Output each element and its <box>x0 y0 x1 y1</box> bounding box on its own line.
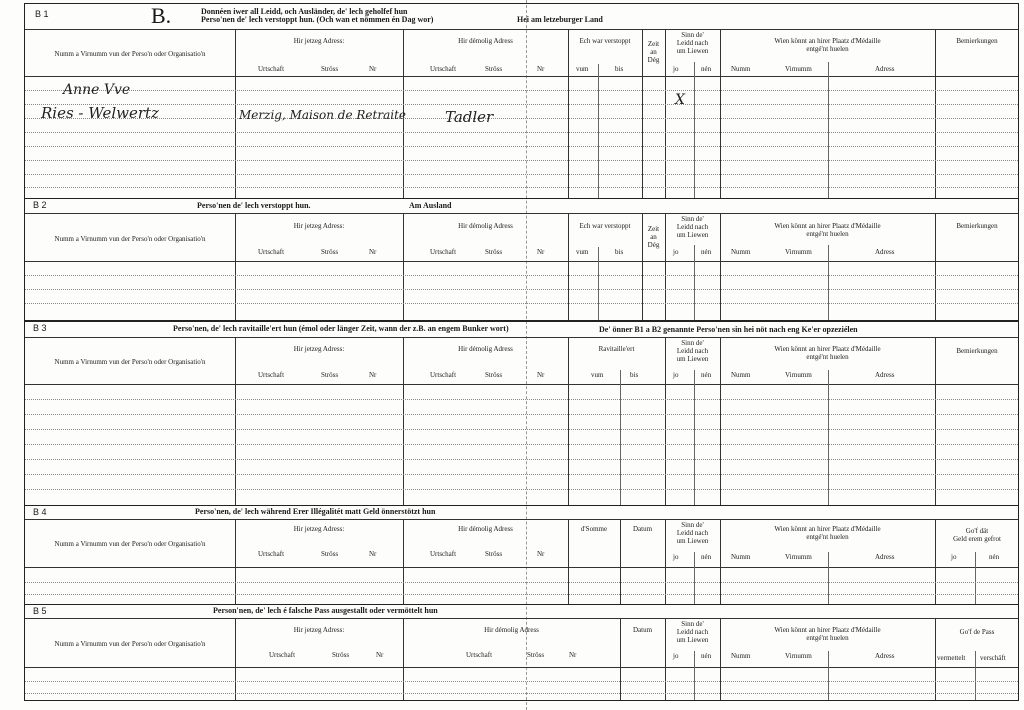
handwritten-checkmark: X <box>675 92 685 108</box>
handwritten-former-address: Tadler <box>445 108 494 126</box>
col-sum: d'Somme <box>580 525 608 533</box>
col-provisioned: Ravitaille'ert <box>598 345 635 353</box>
section-code: B 3 <box>33 323 47 333</box>
section-subtitle-note: De' önner B1 a B2 genannte Perso'nen sin hei nöt nach eng Ke'er opzeziélen <box>599 325 858 334</box>
section-code: B 2 <box>33 200 47 210</box>
col-name: Numm a Virnumm vun der Perso'n oder Organisatio'n <box>54 50 206 58</box>
section-title: Person'nen, de' lech é falsche Pass ausgestallt oder vermöttelt hun <box>213 606 438 615</box>
section-b3: B 3 Perso'nen, de' lech ravitaille'ert hun (émol oder länger Zeit, wann der z.B. an engem Bunker wort) De' önner B1 a B2 genannte Perso'nen sin hei nöt nach eng Ke'er opzeziélen Numm a Virnumm vun der Perso'n oder Organisatio'n Hir jetzeg Adress: Urtschaft Ströss Nr Hir démolig Adress Urtschaft Ströss Nr Ravitaille'ert vum bis Sinn de' Leidd nach um Liewen jo nén Wien könnt an hirer Plaatz d'Médaille entgé'nt huelen Numm Virnumm Adress Bemierkungen <box>24 321 1019 506</box>
handwritten-name-line1: Anne Vve <box>63 82 131 98</box>
section-subtitle: Perso'nen de' lech verstoppt hun. (Och wan et nömmen én Dag wor) <box>201 15 434 24</box>
handwritten-current-address: Merzig, Maison de Retraite <box>239 108 407 122</box>
col-current-address: Hir jetzeg Adress: <box>293 37 345 45</box>
section-subtitle-location: Am Ausland <box>409 201 452 210</box>
section-b1: B 1 B. Donnéen iwer all Leidd, och Ausländer, de' lech geholfef hun Perso'nen de' lech verstoppt hun. (Och wan et nömmen én Dag wor) Hei am letzeburger Land Numm a Virnumm vun der Perso'n oder Organisatio'n Hir jetzeg Adress: Urtschaft Ströss Nr Hir démolig Adress Urtschaft Ströss Nr Ech war verstoppt vum bis Zeit an Dég Sinn de' Leidd nach um Liewen jo nén Wien könnt an hirer Plaatz d'Médaille entgé'nt huelen Numm Virnumm Adress Bemierkungen Anne Vve Ries - Welwertz Merzig, Maison de Retraite Tadler X <box>24 3 1019 199</box>
section-b4: B 4 Perso'nen, de' lech während Erer Illégalitét matt Geld önnerstötzt hun Numm a Virnumm vun der Perso'n oder Organisatio'n Hir jetzeg Adress: Urtschaft Ströss Nr Hir démolig Adress Urtschaft Ströss Nr d'Somme Datum Sinn de' Leidd nach um Liewen jo nén Wien könnt an hirer Plaatz d'Médaille entgé'nt huelen Numm Virnumm Adress Go'f dät Geld erem gefrot jo nén <box>24 505 1019 605</box>
col-former-address: Hir démolig Adress <box>458 37 513 45</box>
col-date: Datum <box>632 525 653 533</box>
section-code: B 4 <box>33 507 47 517</box>
section-title: Donnéen iwer all Leidd, och Ausländer, de' lech geholfef hun <box>201 7 408 16</box>
col-medal: Wien könnt an hirer Plaatz d'Médaille <box>774 37 881 45</box>
col-remarks: Bemierkungen <box>956 37 998 45</box>
col-money-asked: Go'f dät <box>965 527 989 535</box>
col-hidden: Ech war verstoppt <box>579 37 631 45</box>
section-code: B 5 <box>33 606 47 616</box>
section-title: Perso'nen de' lech verstoppt hun. <box>197 201 311 210</box>
col-pass: Go'f de Pass <box>959 628 995 636</box>
section-subtitle-location: Hei am letzeburger Land <box>517 15 603 24</box>
handwritten-name-line2: Ries - Welwertz <box>41 104 159 122</box>
section-code: B 1 <box>35 9 49 19</box>
section-title: Perso'nen, de' lech ravitaille'ert hun (émol oder länger Zeit, wann der z.B. an engem Bunker wort) <box>173 324 509 333</box>
section-b2: B 2 Perso'nen de' lech verstoppt hun. Am Ausland Numm a Virnumm vun der Perso'n oder Organisatio'n Hir jetzeg Adress: Urtschaft Ströss Nr Hir démolig Adress Urtschaft Ströss Nr Ech war verstoppt vum bis Zeit an Dég Sinn de' Leidd nach um Liewen jo nén Wien könnt an hirer Plaatz d'Médaille entgé'nt huelen Numm Virnumm Adress Bemierkungen <box>24 198 1019 321</box>
form-letter: B. <box>151 3 172 28</box>
section-b5: B 5 Person'nen, de' lech é falsche Pass ausgestallt oder vermöttelt hun Numm a Virnumm vun der Perso'n oder Organisatio'n Hir jetzeg Adress: Urtschaft Ströss Nr Hir démolig Adress Urtschaft Ströss Nr Datum Sinn de' Leidd nach um Liewen jo nén Wien könnt an hirer Plaatz d'Médaille entgé'nt huelen Numm Virnumm Adress Go'f de Pass vermettelt verschäft <box>24 604 1019 701</box>
section-title: Perso'nen, de' lech während Erer Illégalitét matt Geld önnerstötzt hun <box>195 507 436 516</box>
